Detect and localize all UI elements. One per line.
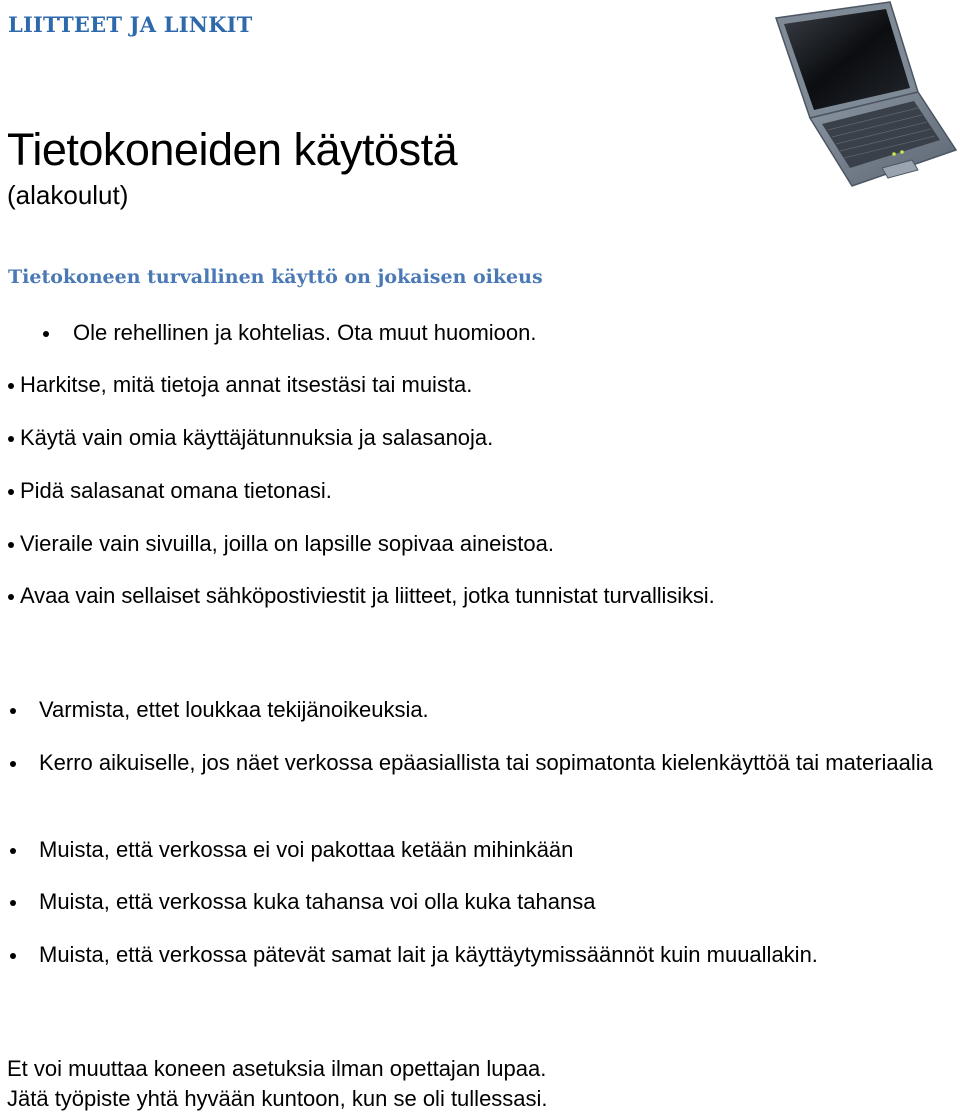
page-title: Tietokoneiden käytöstä — [7, 124, 458, 175]
list-item: Pidä salasanat omana tietonasi. — [20, 478, 332, 503]
list-item: Muista, että verkossa pätevät samat lait ja käyttäytymissäännöt kuin muuallakin. — [39, 942, 818, 967]
bullet-icon — [10, 900, 16, 906]
bullet-icon — [8, 542, 14, 548]
bullet-icon — [10, 708, 16, 714]
list-item: Kerro aikuiselle, jos näet verkossa epäasiallista tai sopimatonta kielenkäyttöä tai materiaalia — [39, 750, 933, 775]
bullet-icon — [8, 436, 14, 442]
laptop-illustration — [770, 0, 960, 190]
list-item: Harkitse, mitä tietoja annat itsestäsi tai muista. — [20, 372, 473, 397]
bullet-icon — [10, 953, 16, 959]
bullet-icon — [43, 331, 49, 337]
list-item: Vieraile vain sivuilla, joilla on lapsille sopivaa aineistoa. — [20, 531, 555, 556]
bullet-icon — [8, 489, 14, 495]
list-item: Avaa vain sellaiset sähköpostiviestit ja liitteet, jotka tunnistat turvallisiksi. — [20, 583, 715, 608]
bullet-icon — [10, 848, 16, 854]
page-subtitle: (alakoulut) — [7, 180, 129, 210]
bullet-icon — [10, 761, 16, 767]
list-item: Muista, että verkossa ei voi pakottaa ketään mihinkään — [39, 837, 574, 862]
footer-line: Jätä työpiste yhtä hyvään kuntoon, kun se oli tullessasi. — [7, 1086, 548, 1111]
page-header: LIITTEET JA LINKIT — [8, 12, 253, 37]
section-heading: Tietokoneen turvallinen käyttö on jokaisen oikeus — [8, 266, 543, 288]
list-item: Käytä vain omia käyttäjätunnuksia ja salasanoja. — [20, 425, 494, 450]
bullet-icon — [8, 383, 14, 389]
footer-line: Et voi muuttaa koneen asetuksia ilman opettajan lupaa. — [7, 1056, 547, 1081]
list-item: Muista, että verkossa kuka tahansa voi olla kuka tahansa — [39, 889, 596, 914]
bullet-icon — [8, 594, 14, 600]
list-item: Ole rehellinen ja kohtelias. Ota muut huomioon. — [73, 320, 537, 345]
list-item: Varmista, ettet loukkaa tekijänoikeuksia. — [39, 697, 429, 722]
